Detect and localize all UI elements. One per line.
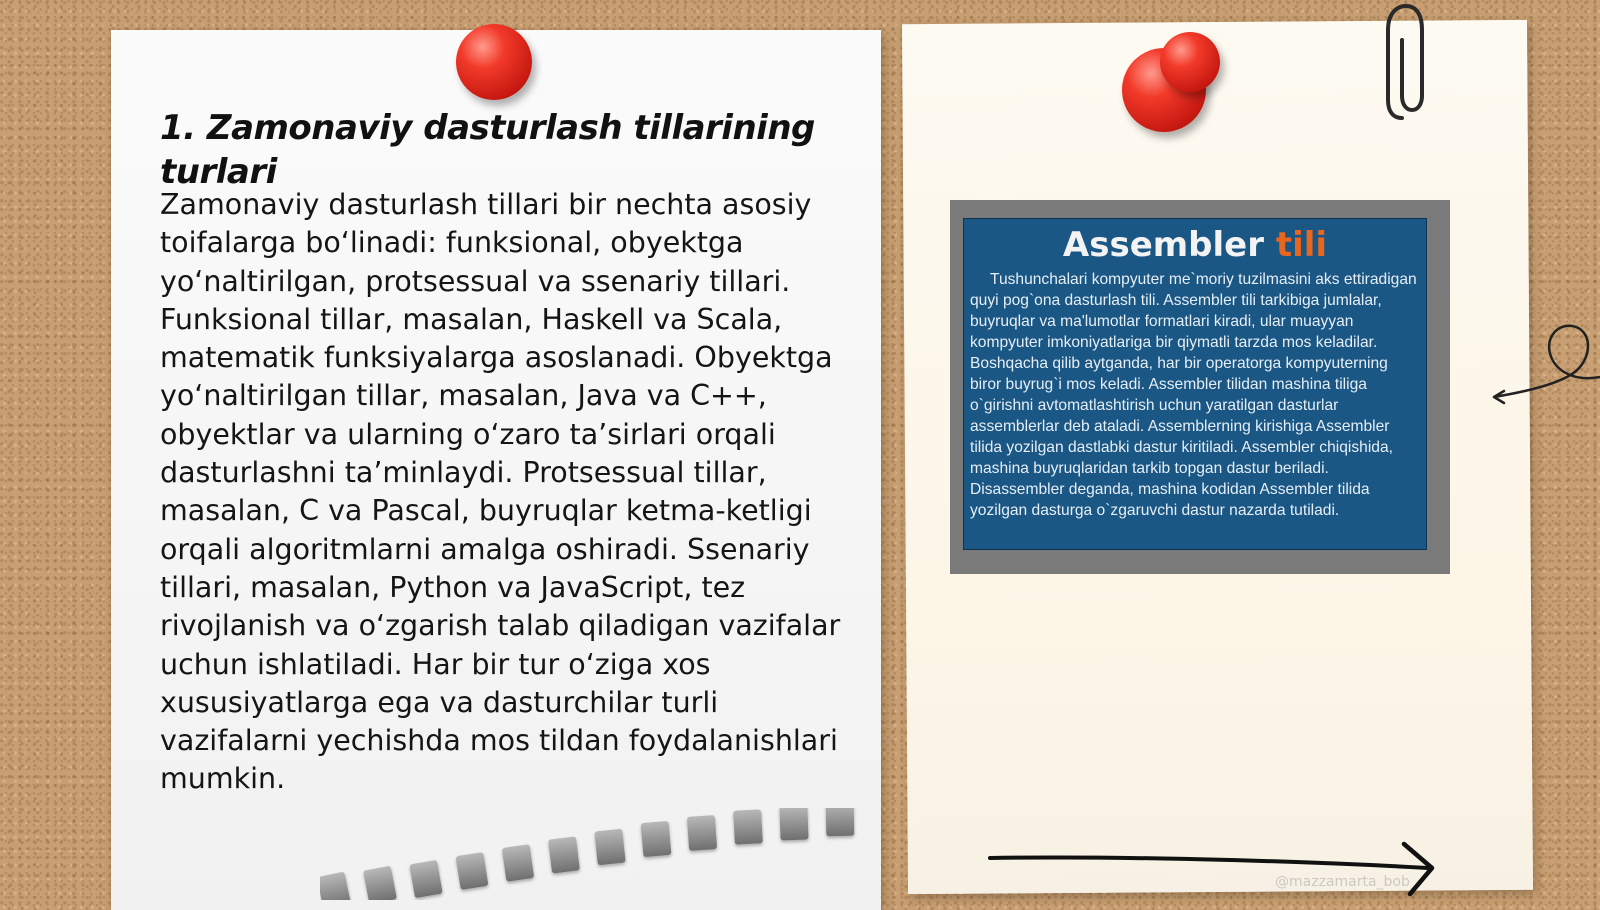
assembler-image-body: Tushunchalari kompyuter me`moriy tuzilmasini aks ettiradigan quyi pog`ona dasturlash tili. Assembler tili tarkibiga jumlalar, buyruqlar va ma'lumotlar formatlari kiradi, ular muayyan kompyuter imkoniyatlariga bir qiymatli tarzda mos keladilar. Boshqacha qilib aytganda, har bir operatorga kompyuterning biror buyrug`i mos keladi. Assembler tilidan mashina tiliga o`girishni avtomatlashtirish uchun yaratilgan dasturlar assemblerlar deb ataladi. Assemblerning kirishiga Assembler tilida yozilgan dastlabki dastur kiritiladi. Assembler chiqishida, mashina buyruqlaridan tarkib topgan dastur beriladi. Disassembler deganda, mashina kodidan Assembler tilida yozilgan dasturga o`zgaruvchi dastur nazarda tutiladi. [970, 271, 1417, 519]
note-heading: 1. Zamonaviy dasturlash tillarining turlari [160, 108, 815, 192]
watermark: @mazzamarta_bob [1275, 874, 1410, 890]
assembler-image-panel [963, 218, 1427, 550]
push-pin-icon [1160, 32, 1220, 92]
assembler-image-title: Assembler tili [1062, 225, 1328, 265]
push-pin-icon [456, 24, 532, 100]
torn-paper-tabs [320, 808, 880, 900]
paper-clip-icon [1380, 0, 1430, 130]
scribble-doodle [1480, 315, 1600, 415]
note-body-text: Zamonaviy dasturlash tillari bir nechta asosiy toifalarga bo‘linadi: funksional, obyektga yo‘naltirilgan, protsessual va ssenariy tillari. Funksional tillar, masalan, Haskell va Scala, matematik funksiyalarga asoslanadi. Obyektga yo‘naltirilgan tillar, masalan, Java va C++, obyektlar va ularning o‘zaro ta’sirlari orqali dasturlashni ta’minlaydi. Protsessual tillar, masalan, C va Pascal, buyruqlar ketma-ketligi orqali algoritmlarni amalga oshiradi. Ssenariy tillari, masalan, Python va JavaScript, tez rivojlanish va o‘zgarish talab qiladigan vazifalar uchun ishlatiladi. Har bir tur o‘ziga xos xususiyatlarga ega va dasturchilar turli vazifalarni yechishda mos tildan foydalanishlari mumkin. [160, 188, 841, 796]
assembler-image [950, 200, 1450, 574]
